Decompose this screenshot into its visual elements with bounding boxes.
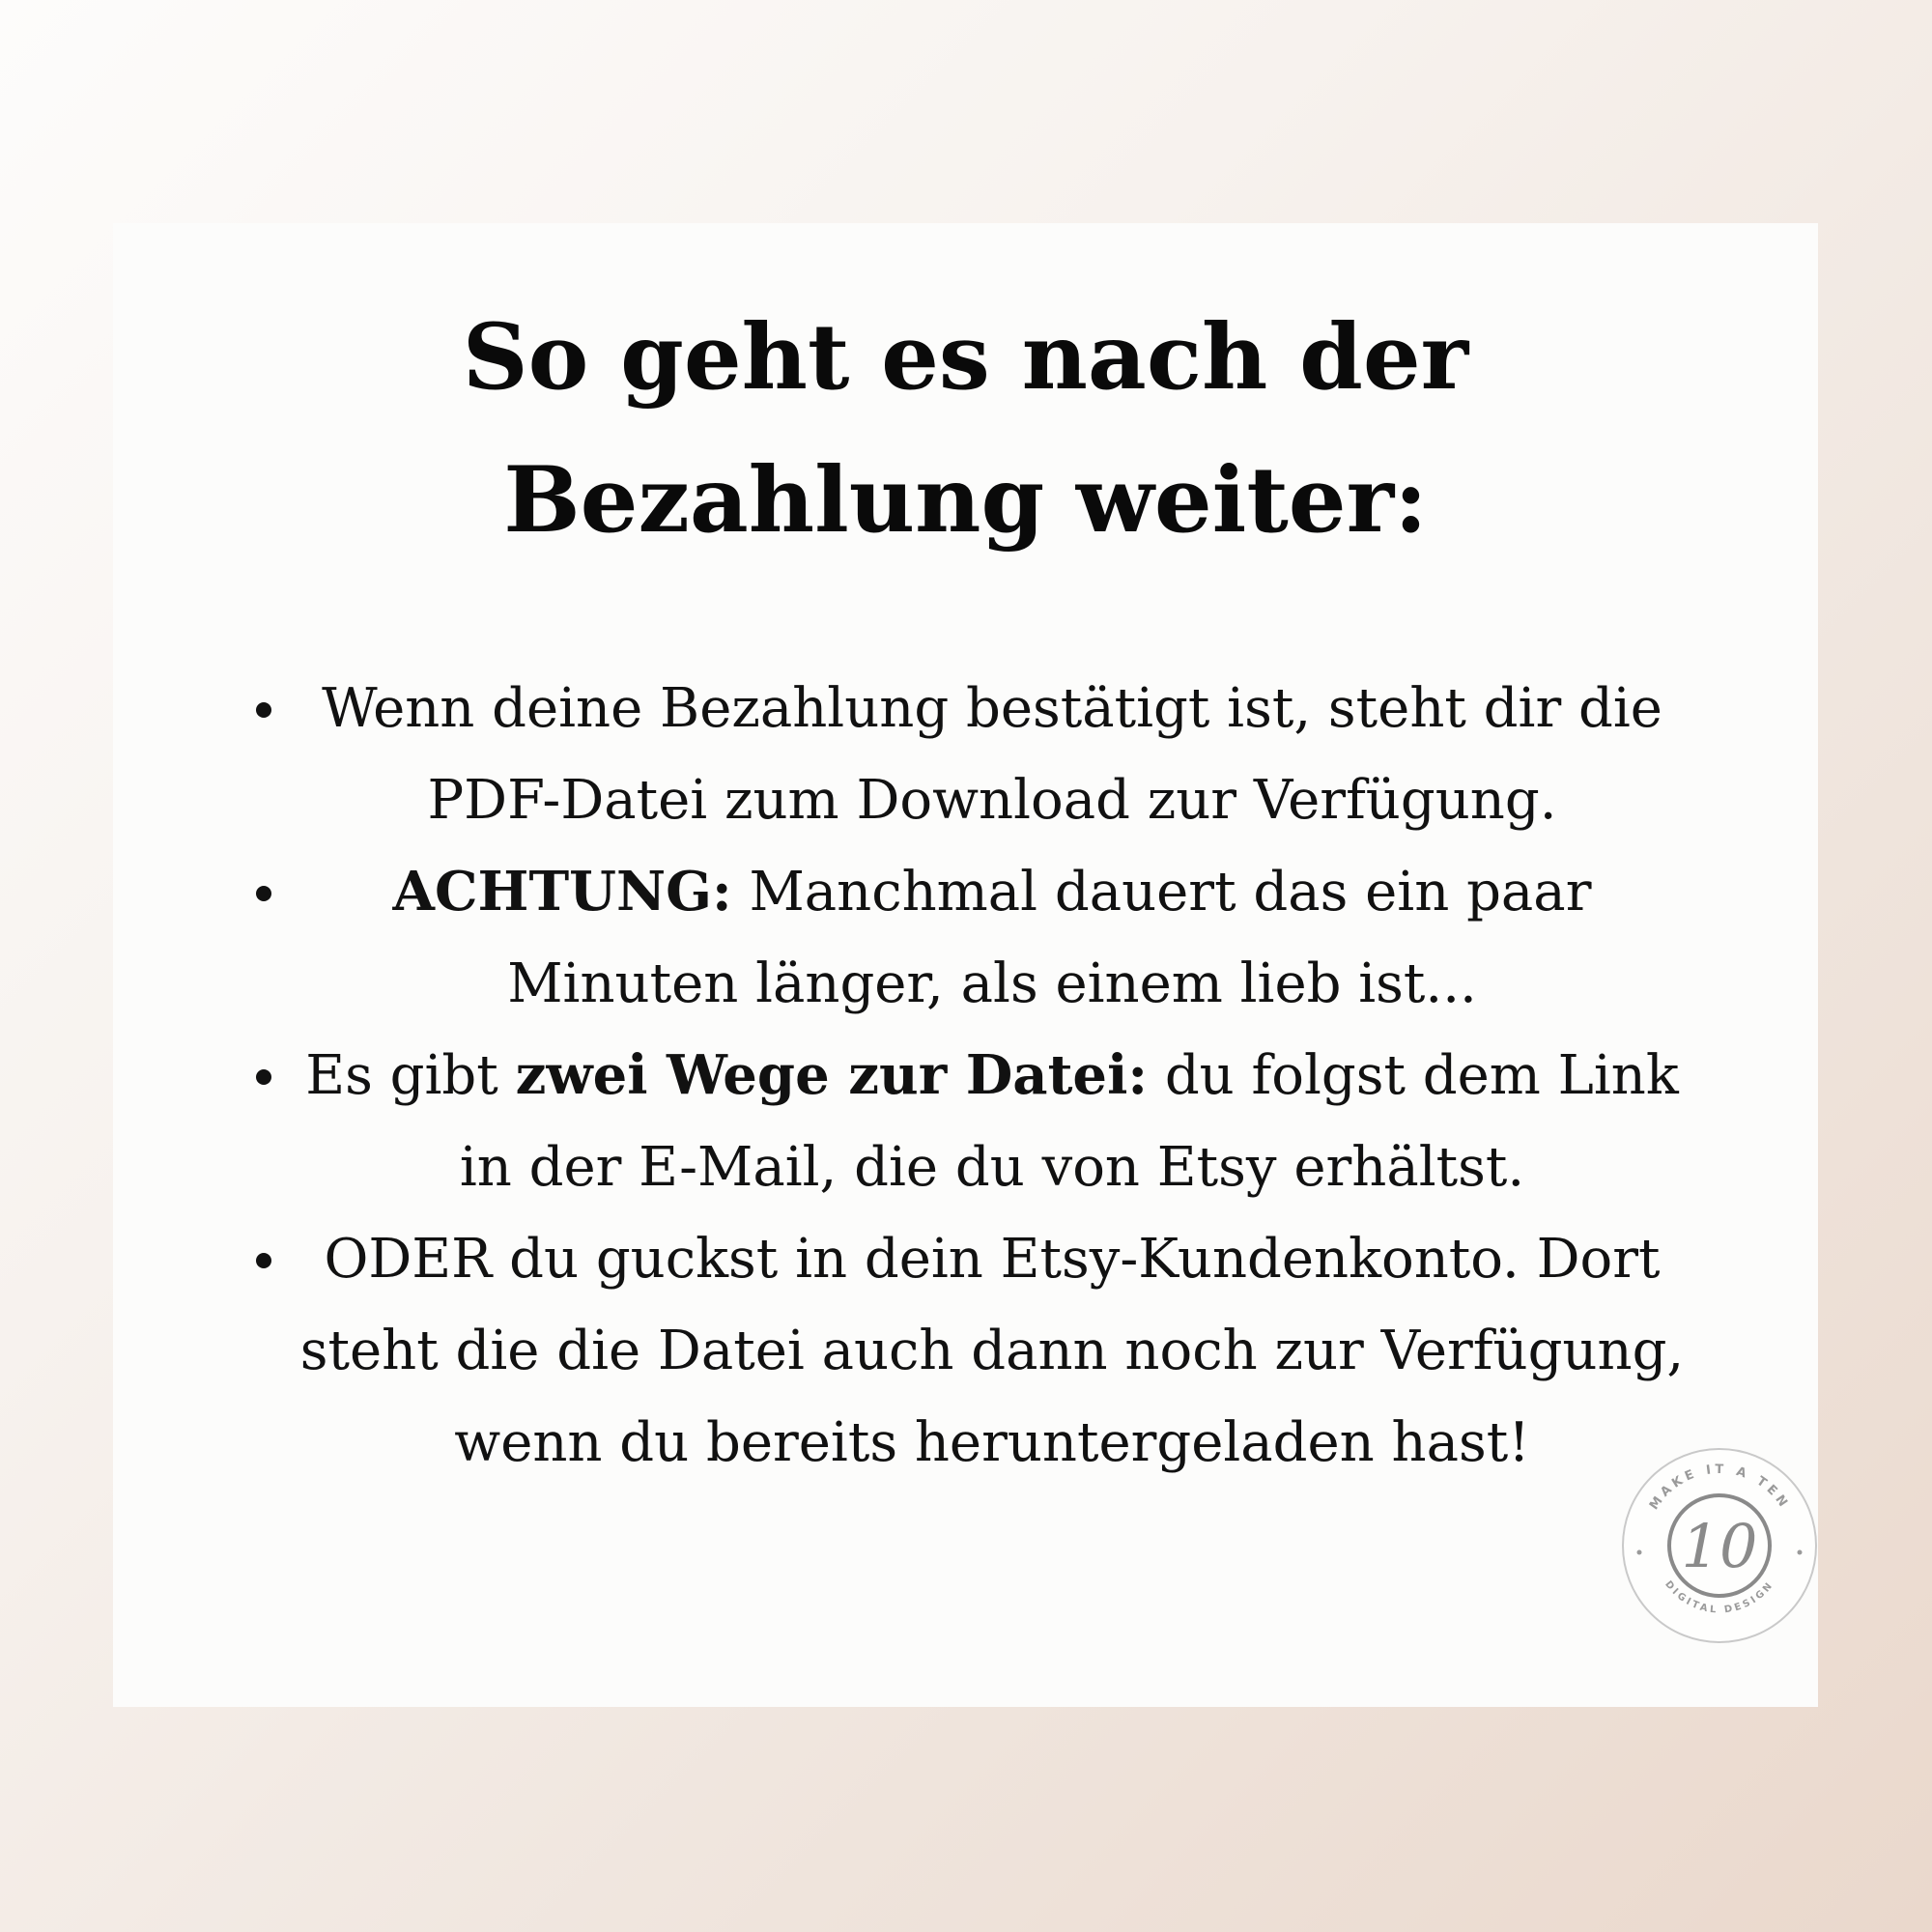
page-title — [113, 286, 1818, 572]
title-line-1: So geht es nach der — [462, 304, 1469, 411]
title-line-2: Bezahlung weiter: — [503, 447, 1428, 554]
list-item — [113, 846, 1818, 1030]
list-item-text: Wenn deine Bezahlung bestätigt ist, steht dir die PDF-Datei zum Download zur Verfügung. — [322, 677, 1662, 832]
bullet-icon — [256, 702, 271, 718]
list-item — [113, 1030, 1818, 1213]
instruction-list — [113, 663, 1818, 1489]
info-card — [113, 223, 1818, 1707]
logo-top-text: MAKE IT A TEN — [1646, 1462, 1793, 1513]
brand-logo — [1618, 1444, 1821, 1647]
list-item — [113, 1213, 1818, 1489]
list-item — [113, 663, 1818, 846]
warning-label: ACHTUNG: — [392, 860, 732, 923]
emphasis-text: zwei Wege zur Datei: — [515, 1043, 1149, 1107]
bullet-icon — [256, 1253, 271, 1268]
list-item-text: ODER du guckst in dein Etsy-Kundenkonto. Dort steht die die Datei auch dann noch zur Verfügung, wenn du bereits heruntergeladen hast! — [299, 1228, 1685, 1474]
bullet-icon — [256, 886, 271, 901]
logo-number: 10 — [1681, 1511, 1758, 1581]
list-item-text: Es gibt zwei Wege zur Datei: du folgst dem Link in der E-Mail, die du von Etsy erhältst. — [305, 1043, 1679, 1199]
list-item-text: ACHTUNG: Manchmal dauert das ein paar Minuten länger, als einem lieb ist... — [392, 860, 1592, 1015]
bullet-icon — [256, 1069, 271, 1085]
logo-bottom-text: DIGITAL DESIGN — [1662, 1578, 1776, 1616]
